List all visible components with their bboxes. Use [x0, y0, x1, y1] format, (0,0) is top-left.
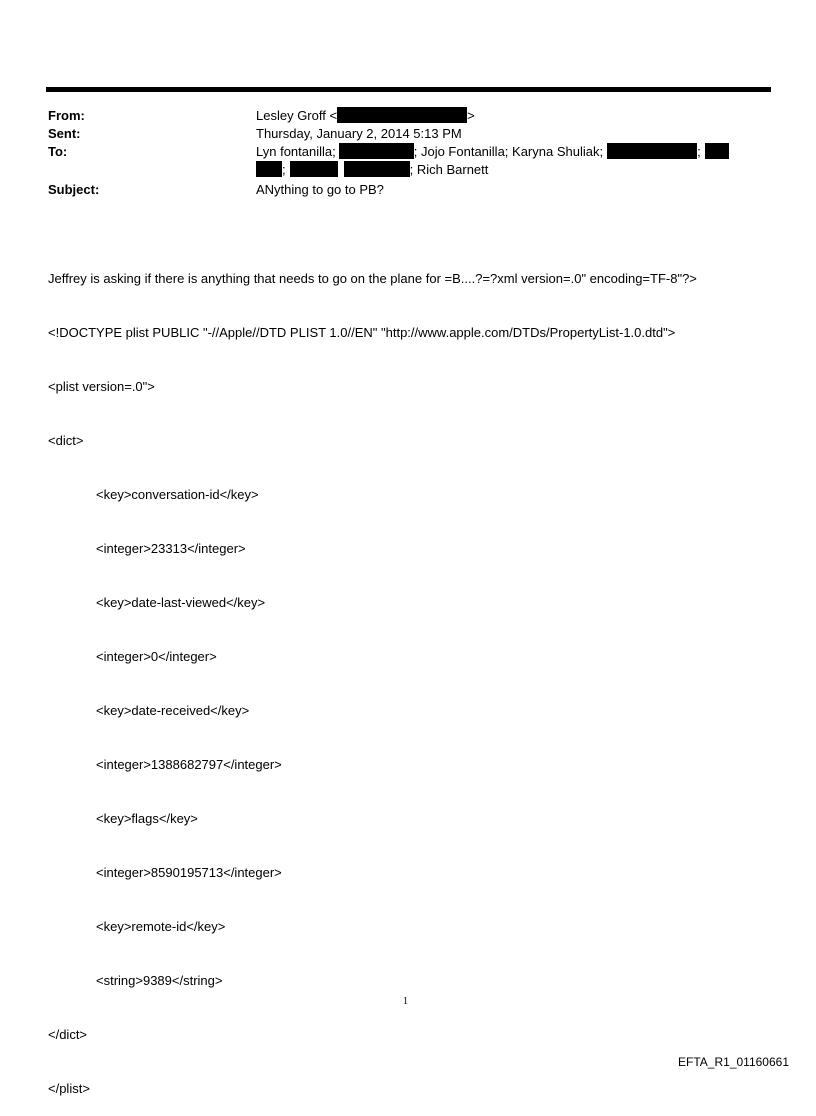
from-bracket: > — [467, 108, 475, 123]
body-line: <key>conversation-id</key> — [96, 487, 259, 502]
body-line: <key>remote-id</key> — [96, 919, 226, 934]
body-line: </plist> — [48, 1081, 90, 1096]
body-line: <key>flags</key> — [96, 811, 198, 826]
from-label: From: — [48, 108, 85, 123]
from-name: Lesley Groff < — [256, 108, 338, 123]
to-separator: ; — [282, 162, 286, 177]
body-line: <string>9389</string> — [96, 973, 223, 988]
redaction-box — [290, 161, 338, 177]
header-divider — [46, 87, 771, 92]
body-line: <key>date-last-viewed</key> — [96, 595, 266, 610]
page-number: 1 — [403, 996, 408, 1007]
body-line: </dict> — [48, 1027, 88, 1042]
redaction-box — [607, 143, 697, 159]
subject-label: Subject: — [48, 182, 100, 197]
to-value-line1 — [256, 143, 729, 161]
redaction-box — [256, 161, 282, 177]
body-line: <integer>1388682797</integer> — [96, 757, 282, 772]
body-line: <!DOCTYPE plist PUBLIC "-//Apple//DTD PLIST 1.0//EN" "http://www.apple.com/DTDs/PropertyList-1.0.dtd"> — [48, 325, 676, 340]
to-label: To: — [48, 144, 68, 159]
to-separator: ; — [697, 144, 701, 159]
body-line: <integer>23313</integer> — [96, 541, 246, 556]
body-line: <dict> — [48, 433, 84, 448]
redaction-box — [339, 143, 414, 159]
sent-value: Thursday, January 2, 2014 5:13 PM — [256, 126, 462, 141]
body-line: <key>date-received</key> — [96, 703, 250, 718]
to-value-line2 — [256, 161, 488, 179]
document-id: EFTA_R1_01160661 — [678, 1055, 789, 1069]
to-recipient-1: Lyn fontanilla; — [256, 144, 336, 159]
to-recipient-3: ; Rich Barnett — [409, 162, 489, 177]
to-recipient-2: ; Jojo Fontanilla; Karyna Shuliak; — [413, 144, 604, 159]
subject-value: ANything to go to PB? — [256, 182, 384, 197]
body-line: <integer>8590195713</integer> — [96, 865, 282, 880]
redaction-box — [344, 161, 410, 177]
body-line: Jeffrey is asking if there is anything that needs to go on the plane for =B....?=?xml version=.0" encoding=TF-8"?> — [48, 271, 697, 286]
from-value — [256, 107, 475, 125]
redaction-box — [337, 107, 467, 123]
redaction-box — [705, 143, 729, 159]
body-line: <plist version=.0"> — [48, 379, 155, 394]
email-body — [48, 234, 697, 1116]
sent-label: Sent: — [48, 126, 81, 141]
body-line: <integer>0</integer> — [96, 649, 217, 664]
